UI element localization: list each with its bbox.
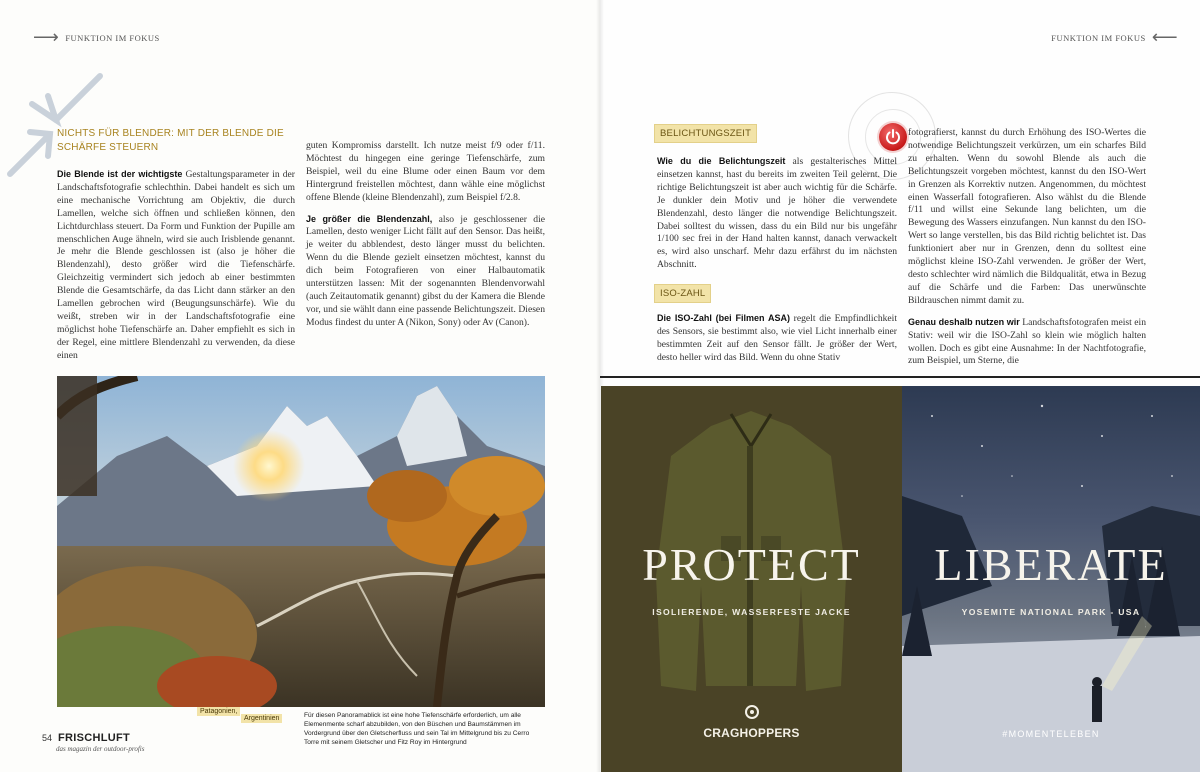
craghoppers-logo-icon	[743, 704, 761, 720]
running-head-left-text: FUNKTION IM FOKUS	[65, 33, 160, 43]
lead-bold: Wie du die Belichtungszeit	[657, 156, 786, 166]
left-column-2	[306, 140, 545, 338]
lead-bold: Genau deshalb nutzen wir	[908, 316, 1020, 327]
ad-word-protect: PROTECT	[642, 539, 861, 590]
right-column-1	[657, 155, 897, 280]
right-column-1-iso	[657, 312, 897, 373]
arrow-left-icon: ⟵	[1151, 27, 1178, 48]
body-text: also je geschlossener die Lamellen, desto weniger Licht fällt auf den Sensor. Das heißt, je weiter du abblendest, desto länger musst du belichten. Wenn du die Blende gezielt einsetzen möchtest, kannst du dich beim Fotografieren von einer Halbautomatik unterstützen lassen: Mit der sogenannten Blendenvorwahl (auch Zeitautomatik genannt) gibst du der Kamera die Blende vor, und sie wählt dann eine passende Belichtungszeit. Diesen Modus findest du unter A (Nikon, Sony) oder Av (Canon).	[306, 213, 545, 328]
advertisement	[601, 386, 1200, 772]
body-text: als gestalterisches Mittel einsetzen kannst, hast du bereits im zweiten Teil gelernt. Die richtige Belichtungszeit ist aber auch wichtig für die Schärfe. Je dunkler dein Motiv und je höher die verwendete Blendenzahl, desto länger die notwendige Belichtungszeit. Dabei solltest du wissen, dass du ein Bild nur bis ungefähr 1/100 sec frei in der Hand halten kannst, danach verwackelt es, wird also unscharf. Mehr dazu erfährst du im nächsten Abschnitt.	[657, 156, 897, 271]
page-number: 54	[42, 733, 53, 743]
folio	[42, 732, 130, 744]
ad-word-liberate: LIBERATE	[934, 539, 1168, 590]
tag-belichtungszeit: BELICHTUNGSZEIT	[654, 124, 757, 143]
photo-tag-argentinien: Argentinien	[241, 714, 282, 723]
running-head-right	[1051, 27, 1178, 48]
magazine-brand: FRISCHLUFT	[58, 732, 131, 744]
running-head-right-text: FUNKTION IM FOKUS	[1051, 33, 1146, 43]
ad-panel-protect	[601, 386, 902, 772]
body-text: regelt die Empfindlichkeit des Sensors, sie bestimmt also, wie viel Licht innerhalb einer bestimmten Zeit auf den Sensor fällt. Je größer der Wert, desto heller wird das Bild. Wenn du ohne Stativ	[657, 313, 897, 363]
ad-hashtag: #MOMENTELEBEN	[1002, 729, 1100, 739]
power-button-icon	[879, 123, 907, 151]
running-head-left	[33, 27, 160, 48]
arrow-right-icon: ⟶	[33, 27, 60, 48]
ad-divider-rule	[600, 376, 1200, 378]
ad-sub-protect: ISOLIERENDE, WASSERFESTE JACKE	[652, 607, 851, 617]
left-column-1	[57, 168, 295, 371]
lead-bold: Die Blende ist der wichtigste	[57, 169, 183, 179]
body-text: Landschaftsfotografen meist ein Stativ: weil wir die ISO-Zahl so klein wie möglich halten wollen. Doch es gibt eine Ausnahme: In der Nachtfotografie, zum Beispiel, um Sterne, die	[908, 316, 1146, 367]
right-column-2	[908, 127, 1146, 376]
ad-sub-liberate: YOSEMITE NATIONAL PARK - USA	[961, 607, 1141, 617]
compress-arrows-icon	[4, 70, 108, 180]
lead-bold: Die ISO-Zahl (bei Filmen ASA)	[657, 313, 790, 323]
body-text: guten Kompromiss darstellt. Ich nutze meist f/9 oder f/11. Möchtest du hingegen eine geringe Tiefenschärfe, zum Beispiel, weil du eine Blume oder einen Baum vor dem Hintergrund freistellen möchtest, dann wähle eine möglichst offene Blende (kleine Blendenzahl), zum Beispiel f/2.8.	[306, 140, 545, 203]
brand-name: CRAGHOPPERS	[703, 726, 800, 740]
lead-bold: Je größer die Blendenzahl,	[306, 213, 433, 224]
patagonia-photo	[57, 376, 545, 707]
tag-iso-zahl: ISO-ZAHL	[654, 284, 711, 303]
body-text: fotografierst, kannst du durch Erhöhung des ISO-Wertes die notwendige Belichtungszeit verkürzen, um ein scharfes Bild zu erhalten. Wenn du sowohl Blende als auch die Belichtungszeit vorgeben möchtest, kannst du den ISO-Wert in Grenzen als Korrektiv nutzen. Angenommen, du möchtest einen Wasserfall fotografieren. Also wählst du die Blende f/11 und willst eine Sekunde lang belichten, um die Bewegung des Wassers einzufangen. Nun kannst du den ISO-Wert so lange verstellen, bis das Bild richtig belichtet ist. Das funktioniert aber nur in Grenzen, denn du solltest eine möglichst kleine ISO-Zahl verwenden. Je größer der Wert, desto schlechter wird nämlich die Bildqualität, etwa in Bezug auf die Schärfe und die Farben: Das unerwünschte Bildrauschen nimmt damit zu.	[908, 127, 1146, 306]
photo-tag-patagonien: Patagonien,	[197, 707, 240, 716]
ad-panel-liberate	[902, 386, 1200, 772]
magazine-subtitle: das magazin der outdoor-profis	[56, 745, 145, 753]
photo-caption: Für diesen Panoramablick ist eine hohe Tiefenschärfe erforderlich, um alle Elemenmente scharf abzubilden, von den Büschen und Baumstämmen im Vordergrund über den Gletscherfluss und sein Tal im Mittelgrund bis zu Cerro Torre mit seinem Gletscher und Fitz Roy im Hintergrund	[304, 712, 530, 746]
body-text: Gestaltungsparameter in der Landschaftsfotografie schlechthin. Dabei handelt es sich um eine mechanische Vorrichtung am Objektiv, die durch Lamellen, welche sich öffnen und schließen können, den Lichtdurchlass steuert. Da Form und Funktion der Pupille am menschlichen Auge ähneln, wird sie auch Irisblende genannt. Je mehr die Blende geschlossen ist (also je höher die Blendenzahl), desto größer wird die Tiefenschärfe. Gleichzeitig vermindert sich jedoch ab einer bestimmten Blende die Gesamtschärfe, da das Licht dann stärker an den Lamellen gebrochen wird (Beugungsunschärfe). Wie du weißt, streben wir in der Landschaftsfotografie eine möglichst hohe Tiefenschärfe an. Daher empfiehlt es sich in der Regel, eine mittlere Blendenzahl zu verwenden, da diese einen	[57, 169, 295, 361]
section-title: NICHTS FÜR BLENDER: MIT DER BLENDE DIE SCHÄRFE STEUERN	[57, 128, 284, 153]
brand-block	[601, 704, 902, 740]
